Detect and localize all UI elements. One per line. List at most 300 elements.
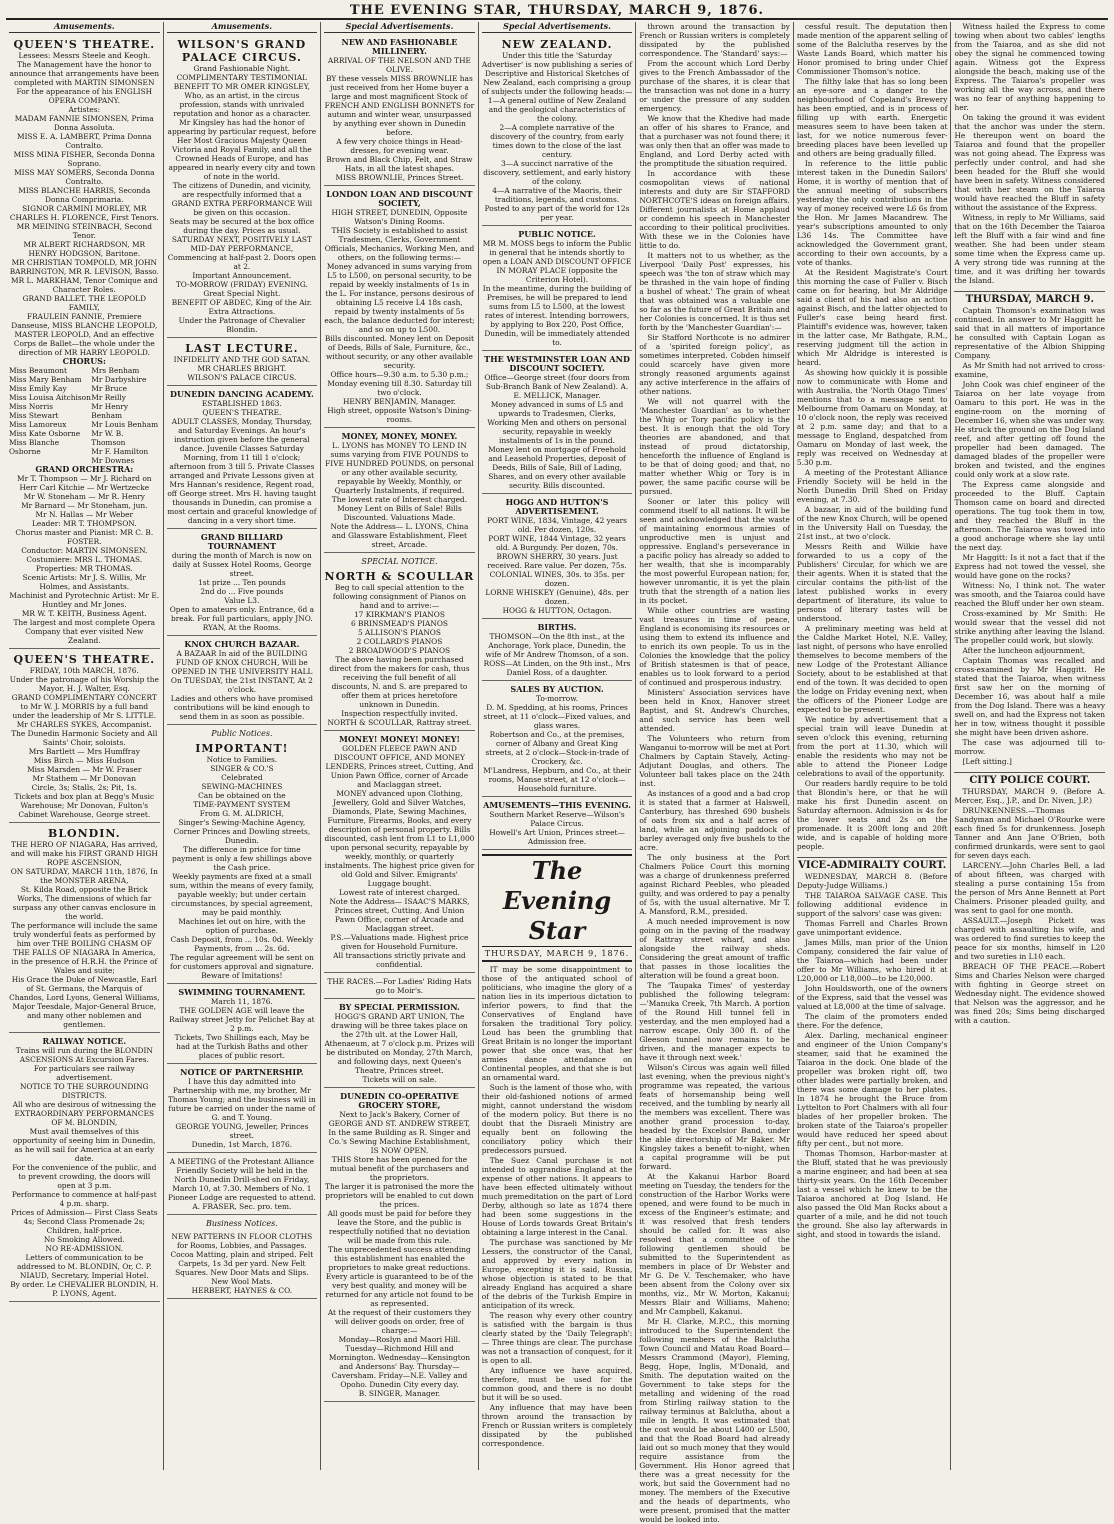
ad-line: Seats may be secured at the box office during the day. Prices as usual.	[169, 217, 315, 235]
ad-line: Open to amateurs only. Entrance, 6d a break. For full particulars, apply JNO. RYAN, At the Rooms.	[169, 605, 315, 632]
ad-line: ROSS—At Linden, on the 9th inst., Mrs Daniel Ross, of a daughter.	[483, 659, 631, 677]
ad-line: A few very choice things in Head-dresses, for evening wear.	[336, 137, 463, 155]
ad-line: 2nd do ... Five pounds	[200, 587, 284, 596]
ad-art-union	[324, 1001, 475, 1088]
column-4	[479, 22, 637, 1470]
ad-title: NEW ZEALAND.	[501, 38, 613, 51]
ad-line: NO RE-ADMISSION.	[45, 1244, 124, 1253]
ad-lines	[167, 355, 318, 382]
ad-lines	[482, 516, 633, 615]
ad-line: Celebrated	[221, 773, 263, 782]
news-paragraph: ASSAULT.—Joseph Pickett was charged with assaulting his wife, and was ordered to find sureties to keep the peace for six months, himself in L20 and two sureties in L10 each.	[954, 916, 1106, 961]
ad-title: BIRTHS.	[537, 622, 577, 632]
ad-wilsons-circus	[167, 36, 318, 338]
news-paragraph: The 'Taupaka Times' of yesterday published the following telegram:—'Manuka Creek, 7th March. A portion of the Round Hill tunnel fell in yesterday, and the men employed had a narrow escape. Only 300 ft. of the Gleeson tunnel now remains to be driven, and the manager expects to have it through next week.'	[639, 981, 790, 1062]
ad-line: The difference in price for time payment is only a few shillings above the Cash price.	[172, 845, 312, 872]
chorus-right	[91, 366, 159, 465]
ad-line: Beg to call special attention to the following consignment of Pianos on hand and to arrive:—	[332, 583, 467, 610]
ad-line: The largest and most complete Opera Company that ever visited New Zealand.	[13, 618, 156, 645]
news-paragraph: Our readers hardly require to be told that Blondin's here, or that he will make his first Dunedin ascent on Saturday afternoon. Admission is 4s for the lower seats and 2s on the promenade. It is 200ft long and 20ft wide, and is capable of holding more people.	[796, 779, 948, 851]
ad-line: ON SATURDAY, MARCH 11th, 1876, In the MONSTER ARENA,	[10, 867, 158, 885]
news-paragraph: John Houldsworth, one of the owners of the Express, said that the vessel was valued at L8,000 at the time of salvage.	[796, 984, 948, 1011]
ad-line: Miss Lamoreux	[9, 420, 67, 429]
ad-line: Note the Address— ISAAC'S MARKS, Princes street, Cutting, And Union Pawn Office, corner of Arcade and Maclaggan street.	[329, 897, 470, 933]
ad-line: The above having been purchased direct from the makers for cash, thus receiving the full benefit of all discounts, N. and S. are prepared to offer them at prices heretofore unknown in Dunedin.	[329, 655, 470, 709]
ad-line: L. LYONS has MONEY TO LEND IN sums varying from FIVE POUNDS to FIVE HUNDRED POUNDS, on personal or any other available security, repayable by Weekly, Monthly, or Quarterly Instalments, if required.	[325, 441, 474, 495]
column-5	[636, 22, 794, 1524]
news-paragraph: A preliminary meeting was held at the Caldhe Market Hotel, N.E. Valley, last night, of persons who have enrolled themselves to become members of the new Lodge of the Protestant Alliance Society, about to be established at that end of the town. It was decided to open the lodge on Friday evening next, when the officers of the Pioneer Lodge are expected to be present.	[796, 624, 948, 714]
ad-line: BENEFIT OF ABDEC, King of the Air.	[171, 298, 312, 307]
ad-line: MR L. MARKHAM, Tenor Comique and Character Roles.	[11, 276, 158, 294]
ad-line: MONEY advanced upon Clothing, Jewellery, Gold and Silver Watches, Diamonds, Plate, Sewing Machines, Furniture, Firearms, Books, and every description of personal property. Bills discounted, cash lent from L1 to L1,000 upon personal security, repayable by weekly, monthly, or quarterly instalments. The highest price given for old Gold and Silver. Emigrants' Luggage bought.	[324, 789, 475, 888]
ad-line: Mr Bruce	[91, 384, 127, 393]
ad-line: For particulars see railway advertisement.	[33, 1064, 135, 1082]
ad-line: MISS BROWNLIE, Princes Street.	[335, 173, 464, 182]
news-paragraph: James Mills, man prior of the Union Company, considered the fair value of the Taiaroa—which had been under offer to Mr Williams, who hired it at L20,000 or L18,000—to be L20,000.	[796, 938, 948, 983]
chorus-list	[9, 366, 160, 465]
ad-line: Tickets, Two Shillings each, May be had at the Turkish Baths and other places of public resort.	[174, 1033, 310, 1060]
section-heading: CITY POLICE COURT.	[954, 772, 1105, 785]
ad-line: QUEEN'S THEATRE.	[202, 408, 282, 417]
news-paragraph: [Left sitting.]	[962, 757, 1012, 766]
news-paragraph: IT may be some disappointment to those of the antiquated school of politicians, who imagine the glory of a nation lies in its imperious dictation to inferior powers, to find that the Conservatives of England have forsaken the traditional Tory policy. Loud has been the grumbling that Great Britain is no longer the important power that she once was, that her armies dance attendance on Continental peoples, and that she is but an ornamental ward.	[481, 965, 633, 1082]
amusements-this-evening	[482, 799, 633, 850]
ad-line: TO-MORROW (FRIDAY) EVENING. Great Special Night.	[175, 280, 308, 298]
news-paragraph: thrown around the transaction by French or Russian writers is completely dissipated by the published correspondence. The 'Standard' says:—	[639, 22, 790, 58]
news-paragraph: BREACH OF THE PEACE.—Robert Sims and Charles Nelson were charged with fighting in George street on Wednesday night. The evidence showed that Nelson was the aggressor, and he was fined 20s; Sims being discharged with a caution.	[954, 962, 1106, 1025]
news-paragraphs	[954, 22, 1105, 1025]
ad-line: March 11, 1876.	[210, 997, 273, 1006]
ad-line: Miss Blanche Osborne	[9, 438, 60, 456]
news-paragraph: It matters not to us whether, as the Liverpool 'Daily Post' expresses, his speech was 'the ton of straw which may be thrashed in the vain hope of finding a bushel of wheat.' The grain of wheat that was obtained was a valuable one so far as the future of Great Britain and her Colonies is concerned. It is thus set forth by the 'Manchester Guardian':—	[639, 251, 790, 332]
ad-line: THE HERO OF NIAGARA, Has arrived, and will make his FIRST GRAND HIGH ROPE ASCENSION,	[10, 840, 158, 867]
ad-line: ARRIVAL OF THE NELSON AND THE OLIVE.	[327, 56, 471, 74]
ad-line: Under this title the 'Saturday Advertiser' is now publishing a series of Descriptive and Historical Sketches of New Zealand, each comprising a group of subjects under the following heads:—	[481, 51, 633, 96]
ad-line: The larger it is patronised the more the proprietors will be enabled to cut down the prices.	[325, 1182, 474, 1209]
section-header: Public Notices.	[211, 729, 273, 738]
ad-title: LONDON LOAN AND DISCOUNT SOCIETY,	[326, 189, 473, 208]
ad-line: By order. Le CHEVALIER BLONDIN, H. P. LYONS, Agent.	[10, 1280, 159, 1298]
news-paragraph: LARCENY.—John Charles Bell, a lad of about fifteen, was charged with stealing a purse containing 15s from the person of Mrs Anne Bennett at Port Chalmers. Prisoner pleaded guilty, and was sent to gaol for one month.	[954, 861, 1106, 915]
ad-line: Letters of communication to be addressed to M. BLONDIN, Or, C. P. NIAUD, Secretary, Imperial Hotel.	[16, 1253, 152, 1280]
ad-line: Machines let out on hire, with the option of purchase.	[178, 917, 306, 935]
ad-line: B. SINGER, Manager.	[358, 1389, 441, 1398]
column-6	[794, 22, 952, 1470]
ad-title: NOTICE OF PARTNERSHIP.	[180, 1067, 304, 1077]
ad-line: Performance to commence at half-past 4 p.m. sharp.	[11, 1190, 157, 1208]
ad-line: Under the patronage of his Worship the Mayor, H. J. Walter, Esq.	[9, 675, 159, 693]
news-paragraph: At the Resident Magistrate's Court this morning the case of Fuller v. Bisch came on for hearing, but Mr Aldridge said a client of his had also an action against Bisch, and the latter objected to Fuller's case being heard first. Plaintiff's evidence was, however, taken in the latter case, Mr Bathgate, R.M., reserving judgment till the action in which Mr Aldridge is interested is heard.	[796, 268, 948, 367]
news-paragraph: Captain Thomas was recalled and cross-examined by Mr Haggitt. He stated that the Taiaroa, when witness first saw her on the morning of December 16, was about half a mile from the Dog Island. There was a heavy swell on, and had the Express not taken her in tow, witness thought it possible she might have been driven ashore.	[954, 656, 1106, 737]
news-paragraph: The case was adjourned till to-morrow.	[954, 738, 1106, 756]
ad-line: Properties: MR THOMAS.	[35, 564, 133, 573]
ad-line: Chorus master and Pianist: MR C. B. FOSTER.	[15, 528, 154, 546]
ad-line: Circle, 3s; Stalls, 2s; Pit, 1s.	[31, 783, 137, 792]
ad-line: Posted to any part of the world for 12s per year.	[484, 204, 630, 222]
ad-title: KNOX CHURCH BAZAAR.	[184, 639, 300, 649]
ad-line: His Grace the Duke of Newcastle, Earl of St. Germans, the Marquis of Chandos, Lord Lyons, General Williams, Major Teesdale, Major-General Bruce, and many other noblemen and gentlemen.	[9, 975, 160, 1029]
ad-line: Money advanced in sums of L5 and upwards to Tradesmen, Clerks, Working Men and others on personal security, repayable in weekly instalments of 1s in the pound.	[487, 400, 627, 445]
ad-line: Notice to Families.	[206, 755, 278, 764]
editorial	[482, 965, 633, 1448]
ad-line: HERBERT, HAYNES & CO.	[191, 1286, 293, 1295]
ad-line: Singer's Sewing-Machine Agency, Corner Princes and Dowling streets, Dunedin.	[173, 818, 311, 845]
ad-line: 2—A complete narrative of the discovery of the country, from early times down to the close of the last century.	[490, 123, 624, 159]
ad-line: I have this day admitted into Partnership with me, my brother, Mr Thomas Young; and the business will in future be carried on under the name of G. and T. Young.	[167, 1077, 316, 1122]
section-heading: THURSDAY, MARCH 9.	[954, 291, 1105, 304]
column-header: Amusements.	[167, 22, 318, 33]
news-paragraph: The Volunteers who return from Wanganui to-morrow will be met at Port Chalmers by Captain Stavely, Acting-Adjutant Douglas, and others. The Volunteer ball takes place on the 24th inst.	[639, 734, 790, 788]
ad-line: Every article is guaranteed to be of the very best quality, and money will be returned for any article not found to be as represented.	[325, 1272, 474, 1308]
ad-line: All who are desirous of witnessing the EXTRAORDINARY PERFORMANCES OF M. BLONDIN,	[12, 1100, 156, 1127]
ad-line: All transactions strictly private and confidential.	[333, 951, 466, 969]
ad-lines	[324, 1110, 475, 1398]
ad-line: MISS MINA FISHER, Seconda Donna Soprano.	[13, 150, 155, 168]
ad-new-zealand	[482, 36, 633, 226]
ad-line: Value L3.	[224, 596, 260, 605]
ad-title: DUNEDIN DANCING ACADEMY.	[170, 389, 314, 399]
ad-line: Miss Marsden — Mr W. Fraser	[27, 765, 142, 774]
ad-line: Office—George street (four doors from Sub-Branch Bank of New Zealand). A. E. MELLICK, Manager.	[484, 373, 630, 400]
ad-line: Prices of Admission— First Class Seats 4s; Second Class Promenade 2s; Children, half-price.	[11, 1208, 158, 1235]
news-paragraph: On taking the ground it was evident that the anchor was under the stern. He thereupon went on board the Taiaroa and found that the propeller was not going ahead. The Express was perfectly under control, and had she been headed for the Bluff she would have been in safety. Witness considered that with her steam on the Taiaroa would have reached the Bluff in safety without the assistance of the Express.	[954, 113, 1106, 212]
ad-coop-store	[324, 1090, 475, 1402]
ad-line: Mr Barnard — Mr Stoneham, jun.	[21, 501, 148, 510]
news-paragraph: Sir Stafford Northcote is no admirer of a 'spirited foreign policy', as sometimes interpreted. Cobden himself could scarcely have given more strongly reasoned arguments against any active interference in the affairs of other nations.	[639, 333, 790, 396]
ad-line: Extra Attractions.	[208, 307, 276, 316]
news-paragraph: As Mr Smith had not arrived to cross-examine,	[954, 361, 1106, 379]
ad-line: Tickets and box plan at Begg's Music Warehouse; Mr Donovan, Fulton's Cabinet Warehouse, George street.	[14, 792, 155, 819]
ad-lines	[324, 56, 475, 182]
news-paragraph: Mr H. Clarke, M.P.C., this morning introduced to the Superintendent the following members of the Balclutha Town Council and Matau Road Board—Messrs Crammond (Mayor), Fleming, Begg, Hope, Inglis, M'Donald, and Smith. The deputation waited on the Government to take steps for the metalling and widening of the road from Stirling railway station to the railway terminus at Balclutha, about a mile in length. It was estimated that the cost would be about L400 or L500, and that the Road Board had already laid out so much money that they would require assistance from the Government. His Honor agreed that there was a great necessity for the work, but said the Government had no money. The members of the Executive and the heads of departments, who were present, promised that the matter would be looked into.	[639, 1317, 790, 1524]
news-paragraph: The Suez Canal purchase is not intended to aggrandise England at the expense of other nations. It appears to have been effected ultimately without much premeditation on the part of Lord Derby, although so late as 1874 there had been some suggestions in the House of Lords towards Great Britain's obtaining a large interest in the Canal.	[481, 1156, 633, 1237]
news-paragraph: While other countries are wasting vast treasures in time of peace, England is economising its resources or using them to extend its influence and to enrich its own people. To us in the Colonies the knowledge that the policy of British statesmen is that of peace, enables us to look forward to a period of continued and prosperous industry.	[639, 606, 790, 687]
sales-by-auction	[482, 683, 633, 797]
ad-line: MISS E. A. LAMBERT, Prima Donna Contralto.	[17, 132, 152, 150]
ad-lines	[167, 399, 318, 525]
ad-line: Mr CHARLES SYKES, Accompanist. The Dunedin Harmonic Society and All Saints' Choir, soloists.	[11, 720, 158, 747]
news-paragraph: A bazaar, in aid of the building fund of the new Knox Church, will be opened in the University Hall on Tuesday, the 21st inst., at two o'clock.	[796, 505, 948, 541]
news-paragraph: The filthy lake that has so long been an eye-sore and a danger to the neighbourhood of Copeland's Brewery has been emptied, and is in process of filling up with earth. Energetic measures seem to have been taken at last, for we notice numerous fever-breeding places have been levelled up and others are being gradually filled.	[796, 77, 948, 158]
news-paragraph: Thomas Thomson, Harbor-master at the Bluff, stated that he was previously a marine engineer, and had been at sea thirty-six years. On the 16th December last a vessel which he knew to be the Taiaroa anchored at Dog Island. He also passed the Old Man Rocks about a quarter of a mile, and he did not touch the ground. She also lay afterwards in sight, and stood in towards the island.	[796, 1149, 948, 1239]
news-paragraph: Cross-examined by Mr Smith: He would swear that the vessel did not strike anything after leaving the Island. The propeller could work, but slowly.	[954, 609, 1106, 645]
news-paragraph: Sooner or later this policy will commend itself to all nations. It will be seen and acknowledged that the waste of maintaining enormous armies of unproductive men is unjust and oppressive. England's perseverance in a pacific policy has already so added to her wealth, that she is incomparably the most powerful European nation; for, however unromantic, it is yet the plain truth that the strength of a nation lies in its pocket.	[639, 497, 790, 605]
ad-title: SWIMMING TOURNAMENT.	[178, 987, 306, 997]
ad-line: 2 COLLARD'S PIANOS	[356, 637, 443, 646]
ad-line: Mr N. Hallas — Mr Weber	[35, 510, 134, 519]
ad-line: 1—A general outline of New Zealand and the geological characteristics of the colony.	[487, 96, 627, 123]
ad-line: Mr F. Hamilton	[91, 447, 149, 456]
news-paragraph: In reference to the little public interest taken in the Dunedin Sailors' Home, it is worthy of mention that of the annual meeting of subscribers yesterday the only contributions in the way of money received were L6 6s from the Hon. Mr James Macandrew. The year's subscriptions amounted to only L36 14s. The Committee have acknowledged the Government grant, according to their own accounts, by a vote of thanks.	[796, 159, 948, 267]
ad-lines	[482, 239, 633, 347]
ad-lines	[167, 1157, 318, 1211]
orchestra-lines	[9, 474, 160, 645]
ad-swimming	[167, 986, 318, 1064]
ad-lines	[482, 810, 633, 846]
ad-line: Note the Address— L. LYONS, China and Glassware Establishment, Fleet street, Arcade.	[330, 522, 469, 549]
ad-line: MADAM FANNIE SIMONSEN, Prima Donna Assoluta.	[14, 114, 154, 132]
ad-line: For the convenience of the public, and to prevent crowding, the doors will open at 3 p.m.	[12, 1163, 157, 1190]
ad-line: The performance will include the same truly wonderful feats as performed by him over THE BOILING CHASM OF THE FALLS OF NIAGARA In America, in the presence of H.R.H. the Prince of Wales and suite;	[11, 921, 158, 975]
ad-line: THIS Store has been opened for the mutual benefit of the purchasers and the proprietors.	[329, 1155, 470, 1182]
ad-line: The unprecedented success attending this establishment has enabled the proprietors to make great reductions.	[328, 1245, 471, 1272]
ad-line: Money Lent on Bills of Sale! Bills Discounted. Valuations Made.	[337, 504, 462, 522]
ad-line: LORNE WHISKEY (Genuine), 48s. per dozen.	[485, 588, 629, 606]
ad-lines	[324, 208, 475, 424]
ad-line: Mr T. Thompson — Mr J. Richard on	[17, 474, 152, 483]
ad-title: GRAND BILLIARD TOURNAMENT	[200, 532, 283, 551]
ad-lines	[9, 1046, 160, 1298]
ad-line: Mr W. Stoneham — Mr R. Henry	[23, 492, 145, 501]
ad-money	[324, 430, 475, 553]
news-paragraph: Captain Thomson's examination was continued. In answer to Mr Haggitt he said that in all matters of importance he consulted with Captain Logan as representative of the Albion Shipping Company.	[954, 306, 1106, 360]
ad-line: Mrs Benham	[91, 366, 140, 375]
ad-line: A. FRASER, Sec. pro. tem.	[192, 1202, 292, 1211]
ad-line: Office hours—9.30 a.m. to 5.30 p.m.; Monday evening till 8.30. Saturday till two o'clock.	[327, 370, 472, 397]
ad-line: MR MEINING STEINBACH, Second Tenor.	[16, 222, 152, 240]
ad-pianos	[324, 568, 475, 731]
ad-queens-concert	[9, 651, 160, 823]
ad-line: Tickets will on sale.	[362, 1075, 437, 1084]
ad-line: IS NOW OPEN.	[370, 1146, 429, 1155]
ad-line: GRAND BALLET. THE LEOPOLD FAMILY,	[22, 294, 146, 312]
ad-lines	[482, 373, 633, 490]
ad-lines	[9, 666, 160, 819]
ad-line: THE GOLDEN AGE will leave the Railway street Jetty for Pelichet Bay at 2 p.m.	[169, 1006, 315, 1033]
ad-line: COLONIAL WINES, 30s. to 35s. per dozen.	[489, 570, 625, 588]
column-header: Special Advertisements.	[482, 22, 633, 33]
ad-line: Mr W. B. Thomson	[91, 429, 126, 447]
ad-line: Mr Louis Benham	[91, 420, 159, 429]
ad-line: MISS MAY SOMERS, Seconda Donna Contralto.	[14, 168, 155, 186]
ad-line: Leader: MR T. THOMPSON.	[31, 519, 137, 528]
news-paragraph: After the luncheon adjournment,	[962, 646, 1086, 655]
ad-line: Mr Kingsley has had the honor of appearing by particular request, before Her Most Gracious Majesty Queen Victoria and Royal Family, and all the Crowned Heads of Europe, and has appeared in nearly every city and town of note in the world.	[167, 118, 317, 181]
ad-lines	[167, 997, 318, 1060]
ad-line: Dunedin, 1st March, 1876.	[191, 1140, 293, 1149]
ad-line: Cash Deposit, from ... 10s. 0d. Weekly Payments, from ... 2s. 6d.	[170, 935, 314, 953]
ad-line: MR M. MOSS begs to inform the Public in general that he intends shortly to open a LOAN AND DISCOUNT OFFICE IN MORAY PLACE (opposite the Criterion Hotel).	[482, 239, 632, 284]
news-paragraph: The purchase was sanctioned by Mr Lessers, the constructor of the Canal, and approved by every nation in Europe, excepting it is said, Russia, whose objection is stated to be that already England has acquired a share of the debris of the Turkish Empire in anticipation of its wreck.	[481, 1238, 633, 1310]
ad-title: SALES BY AUCTION.	[510, 684, 604, 694]
ad-line: ESTABLISHED 1863.	[201, 399, 282, 408]
ad-line: Under the Patronage of Chevalier Blondin.	[178, 316, 306, 334]
ad-line: No Smoking Allowed.	[43, 1235, 125, 1244]
ad-line: 1st prize ... Ten pounds	[198, 578, 286, 587]
ad-line: The lowest rate of Interest charged.	[331, 495, 468, 504]
ad-line: Machinist and Pyrotechnic Artist: Mr E. Huntley and Mr Jones.	[9, 591, 160, 609]
ad-line: HIGH STREET, DUNEDIN, Opposite Watson's Dining Rooms.	[331, 208, 468, 226]
ad-line: COMPLIMENTARY TESTIMONIAL BENEFIT TO MR OMER KINGSLEY,	[173, 73, 310, 91]
news-paragraph: The reason why every other country is satisfied with the bargain is thus clearly stated by the 'Daily Telegraph':— Three things are clear. The purchase was not a transaction of conquest, for it is open to all.	[481, 1311, 633, 1365]
ad-floor-cloths	[167, 1230, 318, 1299]
ad-railway-notice	[9, 1035, 160, 1302]
ad-line: Miss Kate Osborne	[9, 429, 81, 438]
ad-lines	[167, 649, 318, 721]
ad-title: IMPORTANT!	[195, 742, 289, 755]
ad-line: Miss Louisa Aitchison	[9, 393, 91, 402]
ad-line: Miss Emily Kay	[9, 384, 67, 393]
ad-line: A MEETING of the Protestant Alliance Friendly Society will be held in the North Dunedin Drill-shed on Friday, March 10, at 7.30. Members of No. 1 Pioneer Lodge are requested to attend.	[168, 1157, 316, 1202]
news-paragraph: In accordance with these cosmopolitan views of national interests and duty are Sir STAFFORD NORTHCOTE'S ideas on foreign affairs. Different journalists at Home applaud or condemn his speech in Manchester according to their political proclivities. With these we in the Colonies have little to do.	[639, 169, 790, 250]
ad-line: Miss Birch — Miss Hudson	[33, 756, 135, 765]
ad-lines	[167, 1077, 318, 1149]
ad-title: WILSON'S GRAND PALACE CIRCUS.	[177, 38, 307, 64]
news-paragraph: As showing how quickly it is possible now to communicate with Home and with Australia, the 'North Otago Times' mentions that to a message sent to Melbourne from Oamaru on Monday, at 10 o'clock noon, the reply was received at 2 p.m. same day; and that to a message to England, despatched from Oamaru on Monday of last week, the reply was received on Wednesday at 5.30 p.m.	[796, 368, 948, 467]
section-header: SPECIAL NOTICE.	[361, 557, 438, 566]
ad-line: Robertson and Co., at the premises, corner of Albany and Great King streets, at 2 o'clock—Stock-in-trade of Crockery, &c.	[485, 730, 629, 766]
ad-title: MONEY, MONEY, MONEY.	[341, 431, 458, 441]
ad-line: Howell's Art Union, Princes street—Admission free.	[489, 828, 625, 846]
ad-line: Inspection respectfully invited.	[341, 709, 458, 718]
ad-lines	[324, 977, 475, 995]
ad-line: At the request of their customers they will deliver goods on order, free of charge:—	[327, 1308, 472, 1335]
ad-lines	[324, 441, 475, 549]
orchestra-title: GRAND ORCHESTRA:	[35, 464, 134, 474]
news-paragraph: WEDNESDAY, MARCH 8. (Before Deputy-Judge Williams.)	[796, 872, 948, 890]
births	[482, 621, 633, 681]
column-1	[6, 22, 164, 1470]
ad-line: Mr Darbyshire	[91, 375, 147, 384]
ad-title: BY SPECIAL PERMISSION.	[339, 1002, 460, 1012]
ad-line: NEW PATTERNS IN FLOOR CLOTHS for Rooms, Lobbies, and Passages. Cocoa Matting, plain and striped. Felt Carpets, 1s 3d per yard. New Felt Squares. New Door Mats and Slips. New Wool Mats.	[170, 1232, 314, 1286]
news-paragraphs	[797, 22, 948, 1239]
ad-line: Brown and Black Chip, Felt, and Straw Hats, in all the latest shapes.	[326, 155, 473, 173]
news-paragraph: Any influence that may have been thrown around the transaction by French or Russian writers is completely dissipated by the published correspondence.	[481, 1403, 633, 1448]
news-paragraph: The Express came alongside and proceeded to the Bluff. Captain Thomson came on board and directed operations. The tug took them in tow, and they reached the Bluff in the afternoon. The Taiaroa was towed into a good anchorage where she lay until the next day.	[954, 480, 1106, 552]
ad-line: MR CHARLES BRIGHT.	[197, 364, 287, 373]
ad-line: Mr Reilly	[91, 393, 126, 402]
ad-line: Miss Mary Benham	[9, 375, 82, 384]
news-paragraph: Witness, in reply to Mr Williams, said that on the 16th December the Taiaroa left the Bluff with a fair wind and fine weather. She had been under steam some time when the Express came up. A very strong tide was running at the time, and it was drifting her towards the Island.	[954, 213, 1106, 285]
ad-lines	[9, 840, 160, 1029]
ad-line: P.S.—Valuations made. Highest price given for Household Furniture.	[330, 933, 469, 951]
news-paragraph: The claim of the promoters ended there. For the defence,	[796, 1012, 948, 1030]
ad-billiard	[167, 531, 318, 636]
ad-line: Mrs Bartlett — Mrs Humffray	[28, 747, 140, 756]
nameplate: The Evening Star	[482, 854, 633, 947]
ad-line: INFIDELITY AND THE GOD SATAN.	[173, 355, 311, 364]
ad-line: Herr Carl Kitchie — Mr Wertzecke	[19, 483, 150, 492]
ad-title: DUNEDIN CO-OPERATIVE GROCERY STORE,	[340, 1091, 459, 1110]
ad-line: Miss Norris	[9, 402, 54, 411]
ad-line: NORTH & SCOULLAR, Rattray street.	[327, 718, 472, 727]
news-paragraph: Witness: No, I think not. The water was smooth, and the Taiaroa could have reached the Bluff under her own steam.	[954, 581, 1106, 608]
ad-line: WILSON'S PALACE CIRCUS.	[187, 373, 297, 382]
ad-public-notice	[482, 228, 633, 351]
ad-line: Beware of Imitations!	[201, 971, 283, 980]
ad-line: Money advanced in sums varying from L5 to L500, on personal security, to be repaid by weekly instalments of 1s in the L. For instance, persons desirous of obtaining L5 receive L4 18s cash, repaid by twenty instalments of 5s each, the balance deducted for interest; and so on up to L500.	[324, 262, 475, 334]
ad-line: Next to Jack's Bakery, Corner of GEORGE AND ST. ANDREW STREET,	[328, 1110, 471, 1128]
ad-line: FRAULEIN FANNIE, Premiere Danseuse, MISS BLANCHE LEOPOLD, MASTER LEOPOLD, And an effective Corps de Ballet—the whole under the direction of MR HARRY LEOPOLD.	[11, 312, 158, 357]
ad-line: A BAZAAR In aid of the BUILDING FUND OF KNOX CHURCH, Will be OPENED IN THE UNIVERSITY HALL On TUESDAY, the 21st INSTANT, At 2 o'clock.	[170, 649, 313, 694]
ad-title: NEW AND FASHIONABLE MILLINERY.	[341, 37, 458, 56]
news-paragraph: Ministers' Association services have been held in Knox, Hanover street Baptist, and St. Andrew's Churches, and such service has been well attended.	[639, 688, 790, 733]
chorus-left	[9, 366, 91, 465]
ad-line: M'Landress, Hepburn, and Co., at their rooms, Manse street, at 12 o'clock—Household furniture.	[483, 766, 631, 793]
news-paragraph: A meeting of the Protestant Alliance Friendly Society will be held in the North Dunedin Drill Shed on Friday evening, at 7.30.	[796, 468, 948, 504]
ad-line: Scenic Artists: Mr J. S. Willis, Mr Holmes, and Assistants.	[22, 573, 146, 591]
ad-line: GRAND COMPLIMENTARY CONCERT to Mr W. J. MORRIS by a full band under the leadership of Mr S. LITTLE.	[11, 693, 157, 720]
ad-line: D. M. Spedding, at his rooms, Princes street, at 11 o'clock—Fixed values, and glass wares.	[483, 703, 631, 730]
ad-line: Costumiere: MRS L. THOMAS.	[26, 555, 143, 564]
news-paragraph: The only business at the Port Chalmers Police Court this morning was a charge of drunkenness preferred against Richard Peebles, who pleaded guilty, and was ordered to pay a penalty of 5s, with the usual alternative. Mr T. A. Mansford, R.M., presided.	[639, 853, 790, 916]
ad-queens-theatre	[9, 36, 160, 649]
ad-line: Ladies and others who have promised contributions will be kind enough to send them in as soon as possible.	[170, 694, 314, 721]
ad-title: MONEY! MONEY! MONEY!	[338, 734, 460, 744]
ad-line: To-morrow.	[535, 694, 579, 703]
ad-line: SIGNOR CARMINI MORLEY, MR CHARLES H. FLORENCE, First Tenors.	[9, 204, 159, 222]
ad-line: THOMSON—On the 8th inst., at the Anchorage, York place, Dunedin, the wife of Mr Andrew Thomson, of a son.	[485, 632, 629, 659]
masthead: THE EVENING STAR, THURSDAY, MARCH 9, 1876.	[6, 4, 1108, 20]
ad-line: 4—A narrative of the Maoris, their traditions, legends, and customs.	[492, 186, 622, 204]
ad-title: AMUSEMENTS—THIS EVENING.	[483, 800, 631, 810]
ad-line: during the month of March is now on daily at Sussex Hotel Rooms, George street.	[171, 551, 312, 578]
ad-line: The regular agreement will be sent on for customers approval and signature.	[169, 953, 314, 971]
ad-lines	[482, 694, 633, 793]
ad-line: Lowest rate of interest charged.	[339, 888, 460, 897]
ad-line: MR ALBERT RICHARDSON, MR HENRY HODGSON, Baritone.	[23, 240, 146, 258]
ad-line: Must avail themselves of this opportunity of seeing him in Dunedin, as he will sail for America at an early date.	[13, 1127, 156, 1163]
ad-line: PORT WINE, 1844 Vintage, 32 years old. A Burgundy. Per dozen, 70s.	[488, 534, 626, 552]
ad-line: In the meantime, during the building of Premises, he will be prepared to lend sums from L5 to L500, at the lowest rates of interest. Intending borrowers, by applying to Box 220, Post Office, Dunedin, will be immediately attended to.	[482, 284, 632, 347]
ad-line: 17 KIRKMAN'S PIANOS	[353, 610, 445, 619]
news-paragraph: THE TAIAROA SALVAGE CASE. This following additional evidence in support of the salvors' case was given:	[796, 891, 948, 918]
ad-lines	[167, 551, 318, 632]
ad-title: QUEEN'S THEATRE.	[13, 653, 156, 666]
news-paragraph: We will not quarrel with the 'Manchester Guardian' as to whether the Whig or Tory pacific policy is the best. It is enough that the old Tory theories are abandoned, and that instead of proud dictatorship, henceforth the influence of England is to be that of doing good; and that, no matter whether Whig or Tory is in power, the same pacific course will be pursued.	[639, 397, 790, 496]
ad-line: HOGG & HUTTON, Octagon.	[502, 606, 612, 615]
ad-london-loan	[324, 188, 475, 428]
news-paragraph: DRUNKENNESS.—Thomas Sandyman and Michael O'Rourke were each fined 5s for drunkenness. Joseph Tanner and Ann Jane O'Brien, both confirmed drunkards, were sent to gaol for seven days each.	[954, 806, 1106, 860]
dateline: THURSDAY, MARCH 9, 1876.	[482, 949, 633, 962]
ad-line: 3—A succinct narrative of the discovery, settlement, and early history of the colony.	[483, 159, 631, 186]
news-paragraph: As instances of a good and a bad crop it is stated that a farmer at Halswell, Canterbury, has threshed 690 bushels of oats from six and a half acres of land, while an adjoining paddock of barley averaged only five bushels to the acre.	[639, 789, 790, 852]
ad-line: Bills discounted. Money lent on Deposit of Deeds, Bills of Sale, Furniture, &c., without security, or any other available security.	[324, 334, 474, 370]
ad-line: 5 ALLISON'S PIANOS	[357, 628, 441, 637]
ad-line: HENRY BENJAMIN, Manager.	[342, 397, 456, 406]
ad-line: THE RACES.—For Ladies' Riding Hats go to Moir's.	[327, 977, 472, 995]
ad-line: Miss Beaumont	[9, 366, 68, 375]
ad-line: TIME-PAYMENT SYSTEM	[193, 800, 291, 809]
ad-title: NORTH & SCOULLAR	[324, 570, 475, 583]
ad-line: Monday—Roslyn and Maori Hill. Tuesday—Richmond Hill and Mornington. Wednesday—Kensington and Andersons' Bay. Thursday—Caversham. Friday—N.E. Valley and Opoho. Dunedin City every day.	[328, 1335, 470, 1389]
news-paragraph: We notice by advertisement that a special train will leave Dunedin at seven o'clock this evening, returning from the port at 11.30, which will enable the residents who may not be able to attend the Pioneer Lodge celebrations to avail of the opportunity.	[796, 715, 948, 778]
ad-line: SINGER & CO.'S	[210, 764, 274, 773]
ad-line: SATURDAY NEXT, POSITIVELY LAST MID-DAY PERFORMANCE, Commencing at half-past 2. Doors open at 2.	[167, 235, 317, 271]
ad-title: RAILWAY NOTICE.	[42, 1036, 127, 1046]
ad-line: 6 BRINSMEAD'S PIANOS	[350, 619, 448, 628]
news-paragraph: A much needed improvement is now going on in the paving of the roadway of Rattray street wharf, and also alongside the railway sheds. Considering the great amount of traffic that passes in those localities the alteration will be found a great boon.	[639, 917, 790, 980]
ad-title: QUEEN'S THEATRE.	[13, 38, 156, 51]
ad-line: THIS Society is established to assist Tradesmen, Clerks, Government Officials, Mechanics, Working Men, and others, on the following terms:—	[324, 226, 475, 262]
ad-title: THE WESTMINSTER LOAN AND DISCOUNT SOCIETY.	[484, 354, 630, 373]
news-paragraph: Messrs Reith and Wilkie have forwarded to us a copy of the Publishers' Circular, for which we are their agents. When it is stated that the circular contains the pith-list of the latest published works in every department of literature, its value to persons of literary tastes will be understood.	[796, 542, 948, 623]
ad-line: St. Kilda Road, opposite the Brick Works, The dimensions of which far surpass any other canvas enclosure in the world.	[12, 885, 156, 921]
ad-line: Conductor: MARTIN SIMONSEN.	[21, 546, 148, 555]
news-paragraph: Any influence we have acquired, therefore, must be used for the common good, and there is no doubt but it will be so used.	[481, 1366, 633, 1402]
column-3	[321, 22, 479, 1470]
ad-lines	[324, 1012, 475, 1084]
ad-line: MR CHRISTIAN TOMPOLD, MR JOHN BARRINGTON, MR R. LEVISON, Basso.	[9, 258, 159, 276]
ad-hogg-hutton	[482, 496, 633, 619]
ad-line: In the same Building as R. Singer and Co.'s Sewing Machine Establishment,	[328, 1128, 471, 1146]
news-paragraph: cessful result. The deputation then made mention of the apparent selling of some of the Balclutha reserves by the Waste Lands Board, which matter his Honor promised to bring under Chief Commissioner Thomson's notice.	[796, 22, 948, 76]
news-paragraph: Such is the lament of those who, with their old-fashioned notions of armed might, cannot understand the wisdom of the modern policy. But there is no doubt that the Disraeli Ministry are equally bent on following the conciliatory policy which their predecessors pursued.	[481, 1083, 633, 1155]
ad-line: GEORGE YOUNG, Jeweller, Princes street.	[175, 1122, 309, 1140]
ad-line: High street, opposite Watson's Dining-rooms.	[327, 406, 472, 424]
ad-line: Who, as an artist, in the circus profession, stands with unrivaled reputation and honor as a character.	[173, 91, 311, 118]
